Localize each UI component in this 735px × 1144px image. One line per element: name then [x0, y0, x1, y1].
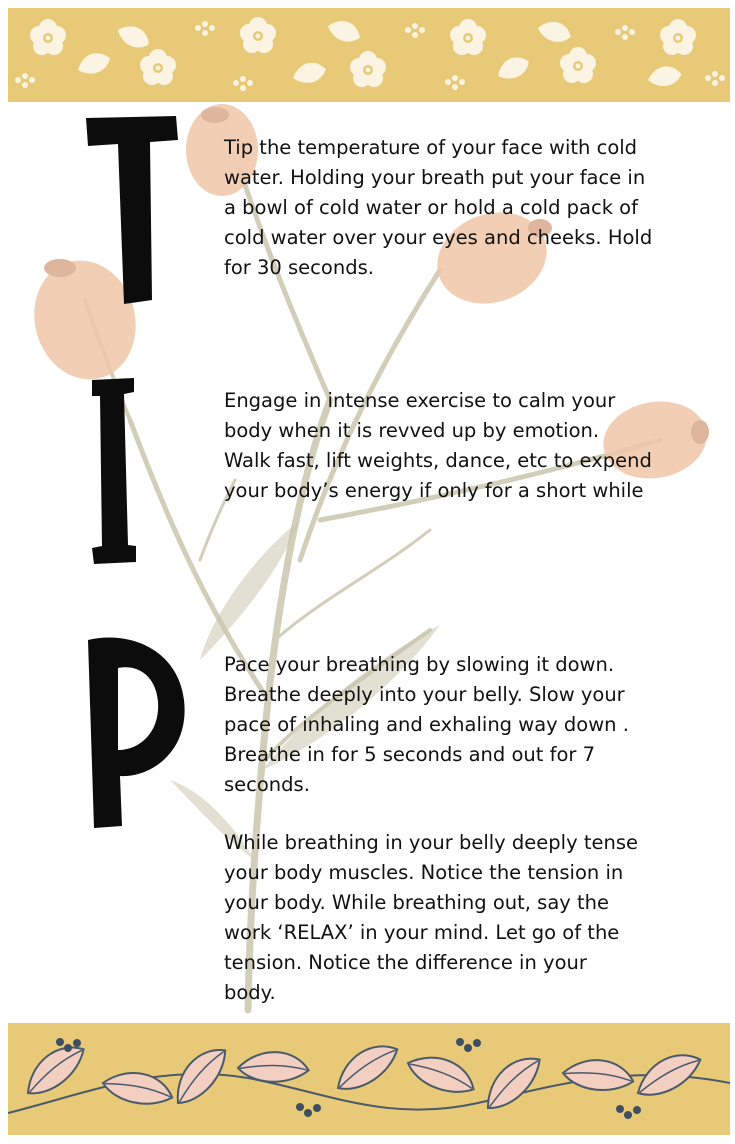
letter-i-icon [92, 378, 136, 564]
letter-t-icon [86, 116, 178, 304]
tip-exercise-text: Engage in intense exercise to calm your body when it is revved up by emotion. Walk fast, lift weights, dance, etc to expend your body’s energy if only for a short while [224, 389, 652, 502]
tip-pace-breathing-text: Pace your breathing by slowing it down. Breathe deeply into your belly. Slow your pace of inhaling and exhaling way down . Breathe in for 5 seconds and out for 7 seconds. [224, 653, 629, 796]
tip-paired-relaxation-text: While breathing in your belly deeply tense your body muscles. Notice the tension in your body. While breathing out, say the work ‘RELAX’ in your mind. Let go of the tension. Notice the difference in your body. [224, 831, 638, 1004]
tip-temperature-text: Tip the temperature of your face with cold water. Holding your breath put your face in a bowl of cold water or hold a cold pack of cold water over your eyes and cheeks. Hold for 30 seconds. [224, 136, 653, 279]
letter-p-icon [88, 638, 185, 829]
leaf-washi-tape-icon [8, 1023, 730, 1135]
